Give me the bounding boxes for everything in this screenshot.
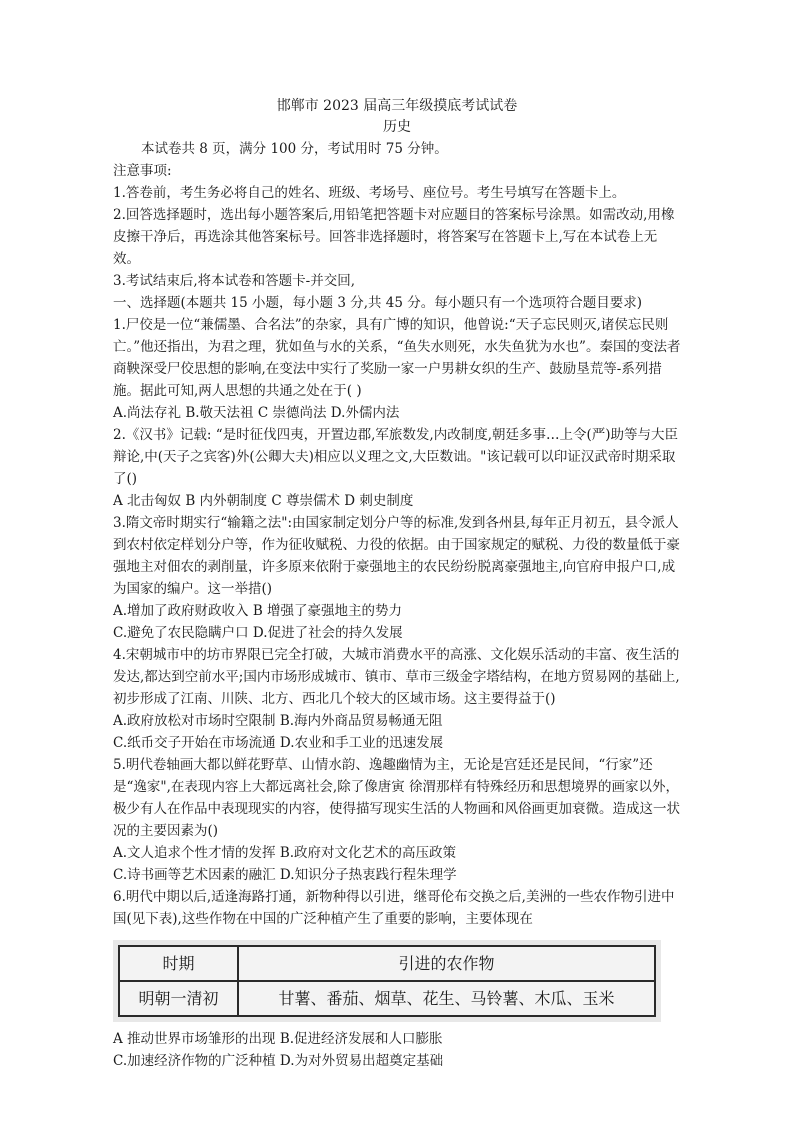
question-options: A.文人追求个性才情的发挥 B.政府对文化艺术的高压政策 — [113, 845, 457, 861]
subject-title: 历史 — [383, 119, 411, 135]
exam-intro: 本试卷共 8 页，满分 100 分，考试用时 75 分钟。 — [141, 141, 448, 157]
question-options: C.纸币交子开始在市场流通 D.农业和手工业的迅速发展 — [113, 735, 444, 751]
question-options: C.加速经济作物的广泛种植 D.为对外贸易出超奠定基础 — [113, 1053, 444, 1069]
question-options: A.政府放松对市场时空限制 B.海内外商品贸易畅通无阻 — [113, 713, 443, 729]
table-cell: 明朝一清初 — [119, 981, 238, 1016]
table-row — [119, 981, 655, 1016]
exam-title: 邯郸市 2023 届高三年级摸底考试试卷 — [276, 98, 518, 114]
question-stem: 6.明代中期以后,适逢海路打通，新物种得以引进，继哥伦布交换之后,美洲的一些农作物引进中国(见下表),这些作物在中国的广泛种植产生了重要的影响，主要体现在 — [113, 889, 675, 927]
crops-table-image — [113, 940, 661, 1022]
table-header-cell: 引进的农作物 — [238, 946, 655, 981]
exam-page — [113, 96, 681, 1072]
question-stem: 3.隋文帝时期实行“输籍之法":由国家制定划分户等的标准,发到各州县,每年正月初五，县令派人到农村依定样划分户等，作为征收赋税、力役的依据。由于国家规定的赋税、力役的数量低于豪强地主对佃农的剥削量，许多原来依附于豪强地主的农民纷纷脱离豪强地主,向官府申报户口,成为国家的编户。这一举措() — [113, 515, 680, 597]
note-item: 2.回答选择题时，选出每小题答案后,用铅笔把答题卡对应题目的答案标号涂黑。如需改动,用橡皮擦干净后，再选涂其他答案标号。回答非选择题时，将答案写在答题卡上,写在本试卷上无效。 — [113, 207, 675, 267]
question-stem: 2.《汉书》记载: “是时征伐四夷，开置边郡,军旅数发,内改制度,朝廷多事…上令(严)助等与大臣辩论,中(天子之宾客)外(公卿大夫)相应以义理之文,大臣数诎。"该记载可以印证汉武帝时期采取了() — [113, 427, 679, 487]
notes-heading: 注意事项: — [113, 163, 172, 179]
question-options: C.避免了农民隐瞒户口 D.促进了社会的持久发展 — [113, 625, 403, 641]
question-options: A.增加了政府财政收入 B 增强了豪强地主的势力 — [113, 603, 403, 619]
question-options: A 推动世界市场雏形的出现 B.促进经济发展和人口膨胀 — [113, 1031, 443, 1047]
note-item: 1.答卷前，考生务必将自己的姓名、班级、考场号、座位号。考生号填写在答题卡上。 — [113, 185, 626, 201]
question-options: A.尚法存礼 B.敬天法祖 C 崇德尚法 D.外儒内法 — [113, 405, 400, 421]
question-options: A 北击匈奴 B 内外朝制度 C 尊崇儒术 D 刺史制度 — [113, 493, 414, 509]
note-item: 3.考试结束后,将本试卷和答题卡-并交回, — [113, 273, 356, 289]
table-header-cell: 时期 — [119, 946, 238, 981]
question-stem: 5.明代卷轴画大都以鲜花野草、山情水韵、逸趣幽情为主，无论是宫廷还是民间，“行家”还是“逸家",在表现内容上大都远离社会,除了像唐寅 徐渭那样有特殊经历和思想境界的画家以外，极少有人在作品中表现现实的内容，使得描写现实生活的人物画和风俗画更加衰微。造成这一状况的主要因素为() — [113, 757, 680, 839]
section-heading: 一、选择题(本题共 15 小题，每小题 3 分,共 45 分。每小题只有一个选项符合题目要求) — [113, 295, 643, 311]
table-header-row — [119, 946, 655, 981]
question-stem: 1.尸佼是一位“兼儒墨、合名法”的杂家，具有广博的知识，他曾说:“天子忘民则灭,诸侯忘民则亡。”他还指出，为君之理，犹如鱼与水的关系，“鱼失水则死，水失鱼犹为水也”。秦国的变法者商鞅深受尸佼思想的影响,在变法中实行了奖励一家一户男耕女织的生产、鼓励垦荒等-系列措施。据此可知,两人思想的共通之处在于( ) — [113, 317, 681, 399]
table-cell: 甘薯、番茄、烟草、花生、马铃薯、木瓜、玉米 — [238, 981, 655, 1016]
crops-table — [118, 945, 656, 1017]
question-stem: 4.宋朝城市中的坊市界限已完全打破，大城市消费水平的高涨、文化娱乐活动的丰富、夜生活的发达,都达到空前水平;国内市场形成城市、镇市、草市三级金字塔结构，在地方贸易网的基础上,初步形成了江南、川陕、北方、西北几个较大的区域市场。这主要得益于() — [113, 647, 680, 707]
question-options: C.诗书画等艺术因素的融汇 D.知识分子热衷践行程朱理学 — [113, 867, 457, 883]
